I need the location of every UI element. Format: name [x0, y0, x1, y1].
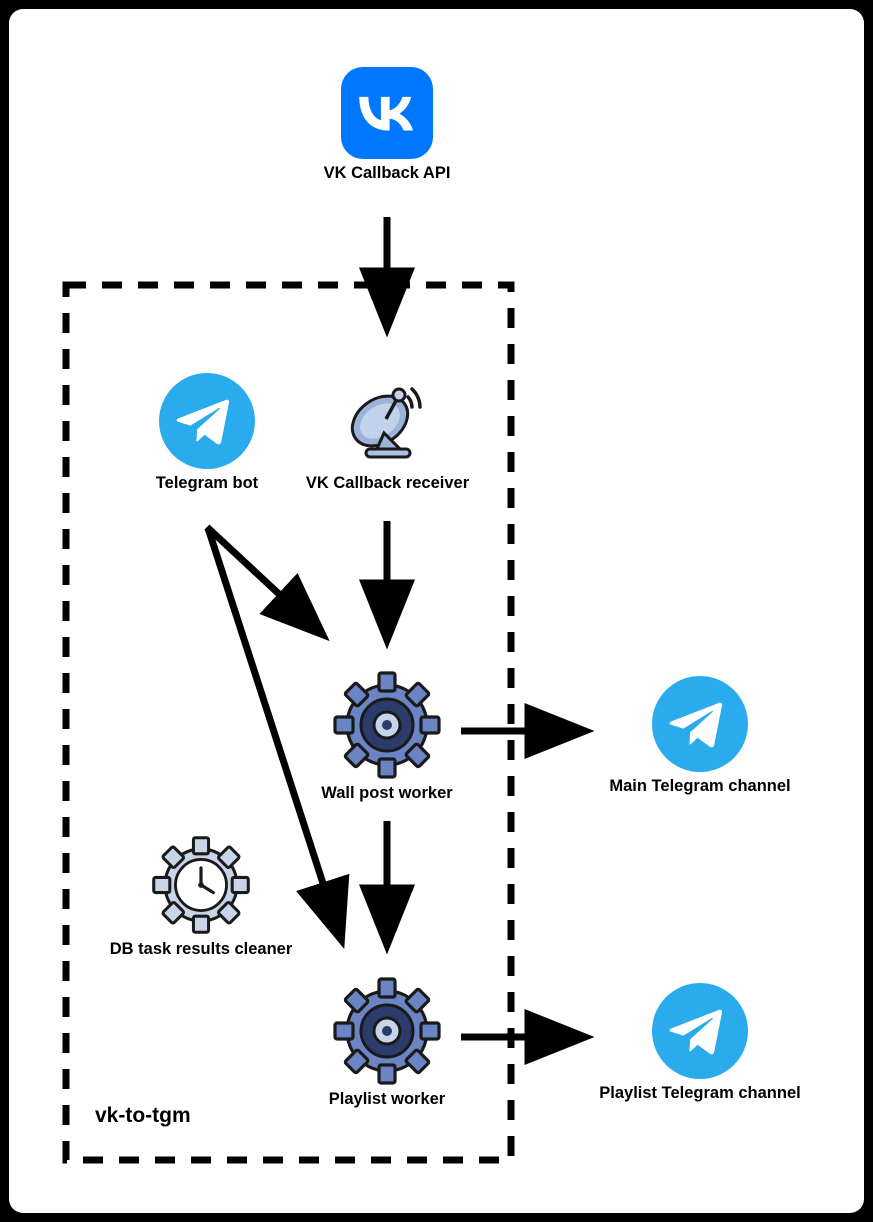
group-label-vk-to-tgm: vk-to-tgm [95, 1104, 191, 1127]
node-label-playlist-telegram-channel: Playlist Telegram channel [599, 1084, 801, 1102]
node-vk-callback-receiver[interactable] [275, 367, 500, 493]
gear-worker-icon [292, 669, 482, 781]
node-playlist-worker[interactable] [292, 975, 482, 1109]
satellite-dish-icon [275, 367, 500, 471]
node-label-wall-post-worker: Wall post worker [321, 784, 453, 802]
node-label-db-task-results-cleaner: DB task results cleaner [109, 940, 293, 958]
telegram-icon [567, 981, 833, 1081]
diagram-page [9, 9, 864, 1213]
node-label-playlist-worker: Playlist worker [328, 1090, 446, 1108]
node-main-telegram-channel[interactable] [577, 674, 823, 796]
node-label-main-telegram-channel: Main Telegram channel [609, 777, 791, 795]
telegram-icon [577, 674, 823, 774]
node-label-vk-callback-api: VK Callback API [323, 164, 451, 182]
node-vk-callback-api[interactable] [292, 65, 482, 183]
gear-clock-icon [81, 833, 321, 937]
vk-logo-icon [292, 65, 482, 161]
node-db-task-results-cleaner[interactable] [81, 833, 321, 959]
node-label-telegram-bot: Telegram bot [155, 474, 259, 492]
node-wall-post-worker[interactable] [292, 669, 482, 803]
node-label-vk-callback-receiver: VK Callback receiver [305, 474, 470, 492]
node-playlist-telegram-channel[interactable] [567, 981, 833, 1103]
gear-worker-icon [292, 975, 482, 1087]
